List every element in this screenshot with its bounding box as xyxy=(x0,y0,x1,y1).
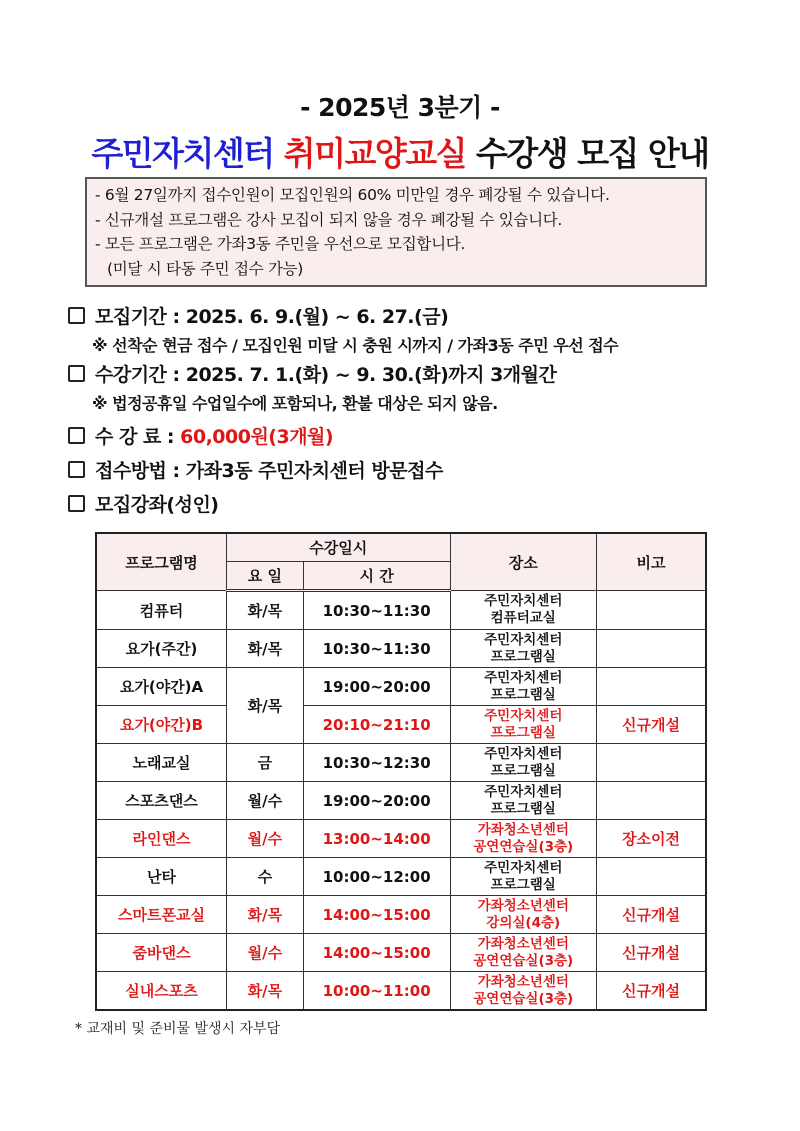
checkbox-icon xyxy=(68,461,85,478)
header-program: 프로그램명 xyxy=(96,533,227,591)
title-center-name: 주민자치센터 xyxy=(91,134,274,173)
program-name: 노래교실 xyxy=(96,744,227,782)
place-line: 가좌청소년센터 xyxy=(477,935,569,952)
place-line: 주민자치센터 xyxy=(484,669,563,686)
course-period-label: 수강기간 : 2025. 7. 1.(화) ~ 9. 30.(화)까지 3개월간 xyxy=(95,363,557,386)
table-row xyxy=(96,858,706,896)
program-name: 실내스포츠 xyxy=(96,972,227,1011)
place-line: 프로그램실 xyxy=(490,724,556,741)
title-class-name: 취미교양교실 xyxy=(283,134,466,173)
program-name: 스포츠댄스 xyxy=(96,782,227,820)
fee-value: 60,000원(3개월) xyxy=(180,425,334,448)
time-cell: 10:30~12:30 xyxy=(303,744,450,782)
place-cell xyxy=(450,630,596,668)
note-cell: 장소이전 xyxy=(596,820,706,858)
course-period-note: ※ 법정공휴일 수업일수에 포함되나, 환불 대상은 되지 않음. xyxy=(92,393,498,413)
time-cell: 20:10~21:10 xyxy=(303,706,450,744)
time-cell: 19:00~20:00 xyxy=(303,782,450,820)
time-cell: 14:00~15:00 xyxy=(303,896,450,934)
note-cell xyxy=(596,782,706,820)
day-cell: 월/수 xyxy=(227,782,304,820)
program-name: 요가(야간)A xyxy=(96,668,227,706)
title-suffix: 수강생 모집 안내 xyxy=(475,134,709,173)
subtitle: - 2025년 3분기 - xyxy=(300,93,500,122)
place-line: 주민자치센터 xyxy=(484,859,563,876)
course-period-item xyxy=(68,358,748,388)
day-cell: 화/목 xyxy=(227,591,304,630)
header-day: 요 일 xyxy=(227,562,304,591)
courses-item xyxy=(68,488,748,518)
note-cell xyxy=(596,591,706,630)
program-name: 요가(주간) xyxy=(96,630,227,668)
day-cell: 화/목 xyxy=(227,896,304,934)
day-cell: 월/수 xyxy=(227,820,304,858)
place-cell xyxy=(450,744,596,782)
note-cell xyxy=(596,858,706,896)
checkbox-icon xyxy=(68,495,85,512)
recruit-period-label: 모집기간 : 2025. 6. 9.(월) ~ 6. 27.(금) xyxy=(95,305,449,328)
notice-box xyxy=(85,177,707,287)
day-cell: 화/목 xyxy=(227,668,304,744)
place-cell xyxy=(450,934,596,972)
place-line: 주민자치센터 xyxy=(484,783,563,800)
place-line: 강의실(4층) xyxy=(486,914,561,931)
method-label: 접수방법 : 가좌3동 주민자치센터 방문접수 xyxy=(95,459,443,482)
notice-line: - 모든 프로그램은 가좌3동 주민을 우선으로 모집합니다. xyxy=(95,235,466,253)
program-name: 줌바댄스 xyxy=(96,934,227,972)
table-row xyxy=(96,896,706,934)
place-cell xyxy=(450,858,596,896)
table-row xyxy=(96,668,706,706)
program-name: 난타 xyxy=(96,858,227,896)
recruit-period-item xyxy=(68,300,748,330)
note-cell xyxy=(596,744,706,782)
checkbox-icon xyxy=(68,365,85,382)
place-line: 프로그램실 xyxy=(490,686,556,703)
place-line: 주민자치센터 xyxy=(484,707,563,724)
recruit-period-note: ※ 선착순 현금 접수 / 모집인원 미달 시 충원 시까지 / 가좌3동 주민 우선 접수 xyxy=(92,335,619,355)
place-line: 공연연습실(3층) xyxy=(473,990,574,1007)
header-place: 장소 xyxy=(450,533,596,591)
time-cell: 19:00~20:00 xyxy=(303,668,450,706)
place-line: 프로그램실 xyxy=(490,762,556,779)
fee-item xyxy=(68,420,748,450)
place-line: 가좌청소년센터 xyxy=(477,821,569,838)
page-title xyxy=(0,128,800,175)
note-cell xyxy=(596,630,706,668)
place-line: 프로그램실 xyxy=(490,800,556,817)
checkbox-icon xyxy=(68,427,85,444)
time-cell: 10:30~11:30 xyxy=(303,591,450,630)
place-cell xyxy=(450,668,596,706)
day-cell: 금 xyxy=(227,744,304,782)
note-cell: 신규개설 xyxy=(596,896,706,934)
day-cell: 화/목 xyxy=(227,972,304,1011)
notice-line: - 신규개설 프로그램은 강사 모집이 되지 않을 경우 폐강될 수 있습니다. xyxy=(95,210,563,229)
program-name: 컴퓨터 xyxy=(96,591,227,630)
header-time: 시 간 xyxy=(303,562,450,591)
method-item xyxy=(68,454,748,484)
place-cell xyxy=(450,972,596,1011)
place-line: 주민자치센터 xyxy=(484,593,563,609)
table-row xyxy=(96,820,706,858)
fee-label: 수 강 료 : xyxy=(95,425,181,448)
table-row xyxy=(96,706,706,744)
note-cell xyxy=(596,668,706,706)
notice-line: (미달 시 타동 주민 접수 가능) xyxy=(107,259,304,278)
table-row xyxy=(96,934,706,972)
time-cell: 10:00~11:00 xyxy=(303,972,450,1011)
program-name: 스마트폰교실 xyxy=(96,896,227,934)
time-cell: 14:00~15:00 xyxy=(303,934,450,972)
place-line: 주민자치센터 xyxy=(484,631,563,648)
table-row xyxy=(96,744,706,782)
place-cell xyxy=(450,896,596,934)
checkbox-icon xyxy=(68,307,85,324)
note-cell: 신규개설 xyxy=(596,934,706,972)
note-cell: 신규개설 xyxy=(596,972,706,1011)
place-line: 공연연습실(3층) xyxy=(473,838,574,855)
info-checklist xyxy=(68,300,748,518)
table-row xyxy=(96,591,706,630)
place-line: 컴퓨터교실 xyxy=(490,610,556,626)
course-table xyxy=(95,532,707,1011)
day-cell: 수 xyxy=(227,858,304,896)
place-line: 가좌청소년센터 xyxy=(477,897,569,914)
place-line: 프로그램실 xyxy=(490,876,556,893)
table-row xyxy=(96,630,706,668)
place-line: 주민자치센터 xyxy=(484,745,563,762)
place-cell xyxy=(450,706,596,744)
place-cell xyxy=(450,782,596,820)
table-row xyxy=(96,972,706,1011)
place-cell xyxy=(450,820,596,858)
header-note: 비고 xyxy=(596,533,706,591)
program-name: 요가(야간)B xyxy=(96,706,227,744)
place-line: 가좌청소년센터 xyxy=(477,973,569,990)
day-cell: 화/목 xyxy=(227,630,304,668)
day-cell: 월/수 xyxy=(227,934,304,972)
time-cell: 10:30~11:30 xyxy=(303,630,450,668)
note-cell: 신규개설 xyxy=(596,706,706,744)
place-line: 공연연습실(3층) xyxy=(473,952,574,969)
place-cell xyxy=(450,591,596,630)
program-name: 라인댄스 xyxy=(96,820,227,858)
header-schedule: 수강일시 xyxy=(227,533,451,562)
table-row xyxy=(96,782,706,820)
place-line: 프로그램실 xyxy=(490,648,556,665)
footer-note: * 교재비 및 준비물 발생시 자부담 xyxy=(75,1021,281,1037)
time-cell: 10:00~12:00 xyxy=(303,858,450,896)
courses-label: 모집강좌(성인) xyxy=(95,493,219,516)
notice-line: - 6월 27일까지 접수인원이 모집인원의 60% 미만일 경우 폐강될 수 있습니다. xyxy=(95,186,610,204)
time-cell: 13:00~14:00 xyxy=(303,820,450,858)
